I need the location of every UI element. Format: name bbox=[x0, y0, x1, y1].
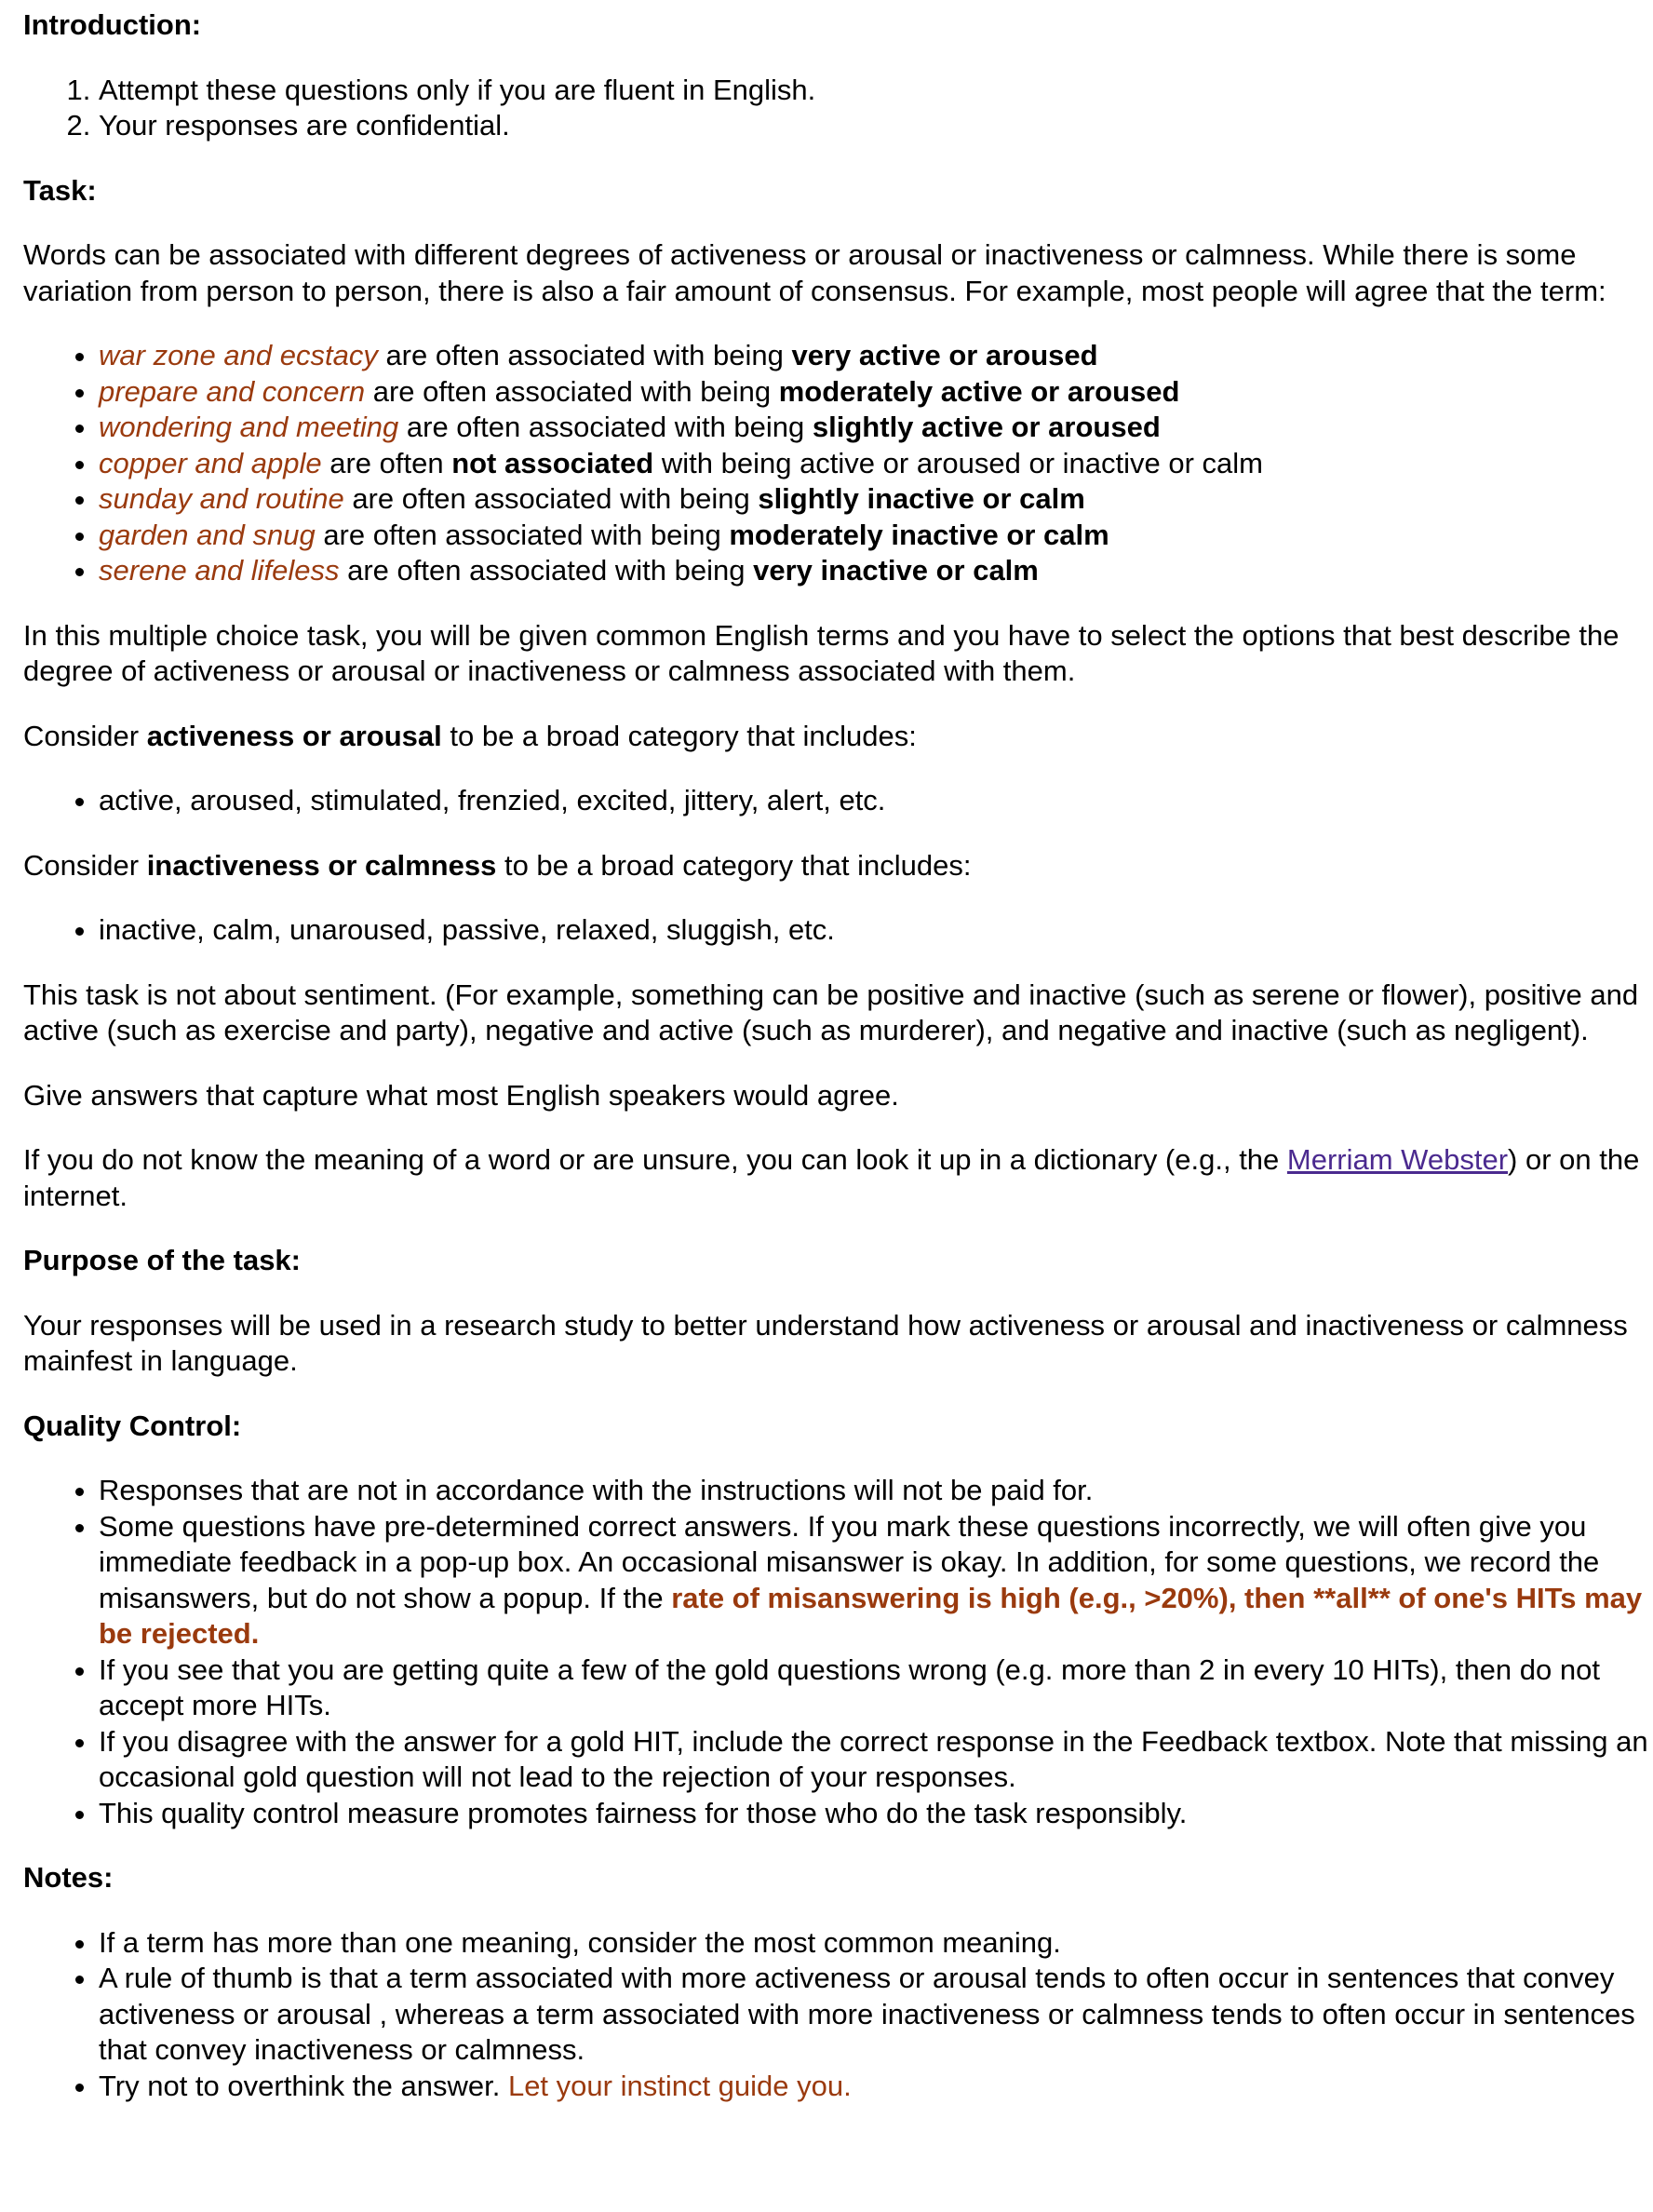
example-degree: moderately inactive or calm bbox=[729, 518, 1109, 551]
dictionary-text: If you do not know the meaning of a word or are unsure, you can look it up in a dictionary (e.g., the bbox=[23, 1143, 1287, 1176]
quality-item: • If you disagree with the answer for a gold HIT, include the correct response in the Feedback textbox. Note that missing an occasional gold question will not lead to the rejection of your responses. bbox=[99, 1724, 1653, 1796]
examples-list bbox=[23, 338, 1653, 589]
example-text: are often associated with being bbox=[398, 411, 813, 443]
quality-heading: Quality Control: bbox=[23, 1409, 242, 1442]
quality-item bbox=[99, 1509, 1653, 1652]
intro-item: 2. Your responses are confidential. bbox=[99, 108, 1653, 144]
example-item bbox=[99, 338, 1653, 374]
example-terms: wondering and meeting bbox=[99, 411, 399, 443]
example-terms: sunday and routine bbox=[99, 482, 344, 515]
quality-text: Some questions have pre-determined correct answers. If you mark these questions incorrectly, we will often give you immediate feedback in a pop-up box. An occasional misanswer is okay. In addition, for some questions, we record the misanswers, but do not show a popup. If the bbox=[99, 1509, 1600, 1614]
agree-paragraph: Give answers that capture what most English speakers would agree. bbox=[23, 1078, 899, 1112]
example-terms: serene and lifeless bbox=[99, 554, 340, 587]
example-text: are often associated with being bbox=[377, 339, 792, 371]
active-list bbox=[23, 783, 1653, 819]
sentiment-paragraph: This task is not about sentiment. (For example, something can be positive and inactive (such as serene or flower), positive and active (such as exercise and party), negative and active (such as murderer), and negative and inactive (such as negligent). bbox=[23, 978, 1639, 1046]
example-item bbox=[99, 518, 1653, 554]
purpose-paragraph: Your responses will be used in a research study to better understand how activeness or arousal and inactiveness or calmness mainfest in language. bbox=[23, 1308, 1628, 1377]
example-item bbox=[99, 446, 1653, 482]
example-terms: prepare and concern bbox=[99, 374, 366, 408]
quality-item: • This quality control measure promotes fairness for those who do the task responsibly. bbox=[99, 1796, 1653, 1832]
example-terms: copper and apple bbox=[99, 446, 322, 479]
example-item bbox=[99, 410, 1653, 446]
notes-item: • If a term has more than one meaning, consider the most common meaning. bbox=[99, 1925, 1653, 1962]
notes-list bbox=[23, 1925, 1653, 2105]
notes-item bbox=[99, 2069, 1653, 2105]
example-item bbox=[99, 553, 1653, 589]
definition-term: activeness or arousal bbox=[146, 719, 442, 752]
quality-item: • Responses that are not in accordance with the instructions will not be paid for. bbox=[99, 1473, 1653, 1509]
notes-text: Try not to overthink the answer. bbox=[99, 2069, 508, 2102]
example-terms: war zone and ecstacy bbox=[99, 339, 378, 371]
inactive-definition bbox=[23, 848, 1653, 884]
example-text: are often associated with being bbox=[365, 374, 779, 408]
example-text: are often associated with being bbox=[343, 482, 759, 515]
definition-text: Consider bbox=[23, 719, 147, 752]
inactive-list bbox=[23, 912, 1653, 949]
example-degree: slightly active or aroused bbox=[812, 411, 1161, 443]
example-item bbox=[99, 374, 1653, 411]
merriam-webster-link[interactable]: Merriam Webster bbox=[1286, 1143, 1509, 1176]
example-degree: very inactive or calm bbox=[753, 554, 1039, 587]
example-degree: moderately active or aroused bbox=[778, 374, 1180, 408]
definition-term: inactiveness or calmness bbox=[146, 848, 497, 882]
instinct-highlight: Let your instinct guide you. bbox=[507, 2069, 852, 2102]
example-terms: garden and snug bbox=[99, 518, 316, 551]
notes-item: • A rule of thumb is that a term associated with more activeness or arousal tends to often occur in sentences that convey activeness or arousal , whereas a term associated with more inactiveness or calmness tends to often occur in sentences that convey inactiveness or calmness. bbox=[99, 1961, 1653, 2069]
active-item: • active, aroused, stimulated, frenzied, excited, jittery, alert, etc. bbox=[99, 783, 1653, 819]
dictionary-text: ) or on the internet. bbox=[23, 1143, 1640, 1212]
example-item bbox=[99, 481, 1653, 518]
example-degree: slightly inactive or calm bbox=[758, 482, 1085, 515]
intro-item: 1. Attempt these questions only if you are fluent in English. bbox=[99, 73, 1653, 109]
quality-list bbox=[23, 1473, 1653, 1831]
example-text: are often associated with being bbox=[315, 518, 730, 551]
mc-paragraph: In this multiple choice task, you will be given common English terms and you have to select the options that best describe the degree of activeness or arousal or inactiveness or calmness associated with them. bbox=[23, 618, 1619, 687]
example-degree: very active or aroused bbox=[791, 339, 1098, 371]
quality-item: • If you see that you are getting quite a few of the gold questions wrong (e.g. more than 2 in every 10 HITs), then do not accept more HITs. bbox=[99, 1652, 1653, 1724]
dictionary-paragraph bbox=[23, 1142, 1653, 1214]
rejection-warning: rate of misanswering is high (e.g., >20%), then **all** of one's HITs may be rejected. bbox=[99, 1581, 1643, 1650]
intro-list bbox=[23, 73, 1653, 144]
task-heading: Task: bbox=[23, 173, 97, 207]
definition-text: to be a broad category that includes: bbox=[441, 719, 917, 752]
example-text: with being active or aroused or inactive or calm bbox=[653, 446, 1264, 479]
notes-heading: Notes: bbox=[23, 1861, 114, 1894]
definition-text: Consider bbox=[23, 848, 147, 882]
purpose-heading: Purpose of the task: bbox=[23, 1244, 301, 1276]
example-degree: not associated bbox=[451, 446, 654, 479]
task-intro-paragraph: Words can be associated with different degrees of activeness or arousal or inactiveness or calmness. While there is some variation from person to person, there is also a fair amount of consensus. For example, most people will agree that the term: bbox=[23, 238, 1606, 307]
active-definition bbox=[23, 719, 1653, 755]
definition-text: to be a broad category that includes: bbox=[496, 848, 972, 882]
intro-heading: Introduction: bbox=[23, 8, 202, 41]
example-text: are often bbox=[321, 446, 452, 479]
example-text: are often associated with being bbox=[339, 554, 754, 587]
inactive-item: • inactive, calm, unaroused, passive, relaxed, sluggish, etc. bbox=[99, 912, 1653, 949]
